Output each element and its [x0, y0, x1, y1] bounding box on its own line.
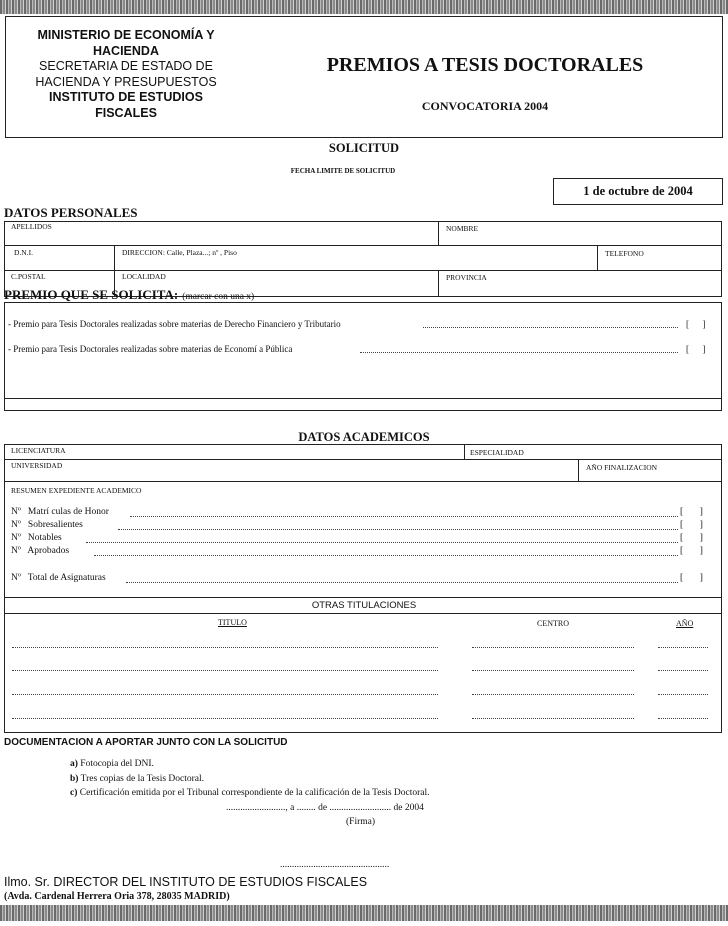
col-centro: CENTRO [537, 619, 569, 628]
telefono-field[interactable]: TELEFONO [605, 249, 644, 258]
universidad-field[interactable]: UNIVERSIDAD [11, 461, 63, 470]
col-anio: AÑO [676, 619, 694, 628]
datos-personales-title: DATOS PERSONALES [4, 205, 138, 220]
signature-line[interactable]: .............................................. [280, 860, 390, 870]
bottom-scan-band [0, 905, 728, 921]
secretaria-line2: HACIENDA Y PRESUPUESTOS [35, 74, 217, 89]
ministry-block [14, 28, 238, 121]
doc-item-b-text: Tres copias de la Tesis Doctoral. [80, 774, 205, 784]
sobresalientes-label: Nº Sobresalientes [11, 520, 83, 530]
col-titulo: TITULO [218, 618, 247, 627]
apellidos-field[interactable]: APELLIDOS [11, 222, 52, 231]
address-line: (Avda. Cardenal Herrera Oria 378, 28035 MADRID) [4, 891, 230, 902]
instituto-line1: INSTITUTO DE ESTUDIOS [49, 90, 203, 104]
secretaria-line1: SECRETARIA DE ESTADO DE [39, 59, 213, 73]
convocatoria: CONVOCATORIA 2004 [421, 99, 549, 113]
premio-option-1-checkbox[interactable]: [ ] [686, 319, 706, 329]
especialidad-field[interactable]: ESPECIALIDAD [470, 448, 524, 457]
premio-subtitle: (marcar con una x) [182, 292, 255, 302]
ministry-line2: HACIENDA [93, 43, 159, 58]
anio-finalizacion-field[interactable]: AÑO FINALIZACION [586, 463, 658, 472]
documentacion-title: DOCUMENTACION A APORTAR JUNTO CON LA SOLICITUD [4, 737, 288, 748]
fecha-limite-label: FECHA LIMITE DE SOLICITUD [290, 167, 396, 175]
premio-option-2-checkbox[interactable]: [ ] [686, 344, 706, 354]
premio-option-1: - Premio para Tesis Doctorales realizadas sobre materias de Derecho Financiero y Tributario [8, 319, 341, 329]
otras-titulaciones-title: OTRAS TITULACIONES [311, 600, 417, 611]
cpostal-field[interactable]: C.POSTAL [11, 272, 46, 281]
direccion-field[interactable]: DIRECCION: Calle, Plaza...; nº , Piso [122, 248, 237, 257]
localidad-field[interactable]: LOCALIDAD [122, 272, 166, 281]
doc-item-c-text: Certificación emitida por el Tribunal correspondiente de la calificación de la Tesis Doctoral. [79, 788, 430, 798]
place-date-line[interactable]: ........................., a ........ de .......................... de 2004 [226, 803, 424, 813]
sobresalientes-input[interactable]: [ ] [680, 520, 703, 530]
director-line: Ilmo. Sr. DIRECTOR DEL INSTITUTO DE ESTUDIOS FISCALES [4, 875, 368, 889]
doc-item-a-key: a) [70, 759, 78, 769]
fecha-limite-value: 1 de octubre de 2004 [583, 184, 693, 198]
notables-input[interactable]: [ ] [680, 533, 703, 543]
dni-field[interactable]: D.N.I. [14, 248, 33, 257]
page-title: PREMIOS A TESIS DOCTORALES [326, 54, 644, 76]
matriculas-label: Nº Matrí culas de Honor [11, 507, 109, 517]
instituto-line2: FISCALES [95, 105, 157, 120]
doc-item-b [70, 774, 204, 784]
total-asignaturas-input[interactable]: [ ] [680, 573, 703, 583]
nombre-field[interactable]: NOMBRE [446, 224, 479, 233]
doc-item-c-key: c) [70, 788, 78, 798]
solicitud-title: SOLICITUD [328, 141, 400, 155]
total-asignaturas-label: Nº Total de Asignaturas [11, 573, 106, 583]
top-scan-band [0, 0, 728, 14]
matriculas-input[interactable]: [ ] [680, 507, 703, 517]
resumen-expediente-label: RESUMEN EXPEDIENTE ACADEMICO [11, 486, 142, 495]
licenciatura-field[interactable]: LICENCIATURA [11, 446, 66, 455]
doc-item-a [70, 759, 154, 769]
aprobados-input[interactable]: [ ] [680, 546, 703, 556]
notables-label: Nº Notables [11, 533, 62, 543]
datos-academicos-title: DATOS ACADEMICOS [298, 430, 430, 444]
premio-option-2: - Premio para Tesis Doctorales realizadas sobre materias de Economí a Pública [8, 344, 293, 354]
firma-label: (Firma) [346, 817, 376, 827]
doc-item-b-key: b) [70, 774, 79, 784]
aprobados-label: Nº Aprobados [11, 546, 70, 556]
provincia-field[interactable]: PROVINCIA [446, 273, 487, 282]
doc-item-c [70, 788, 430, 798]
doc-item-a-text: Fotocopia del DNI. [80, 759, 154, 769]
premio-title: PREMIO QUE SE SOLICITA: [4, 287, 179, 302]
ministry-line1: MINISTERIO DE ECONOMÍA Y [37, 28, 215, 42]
